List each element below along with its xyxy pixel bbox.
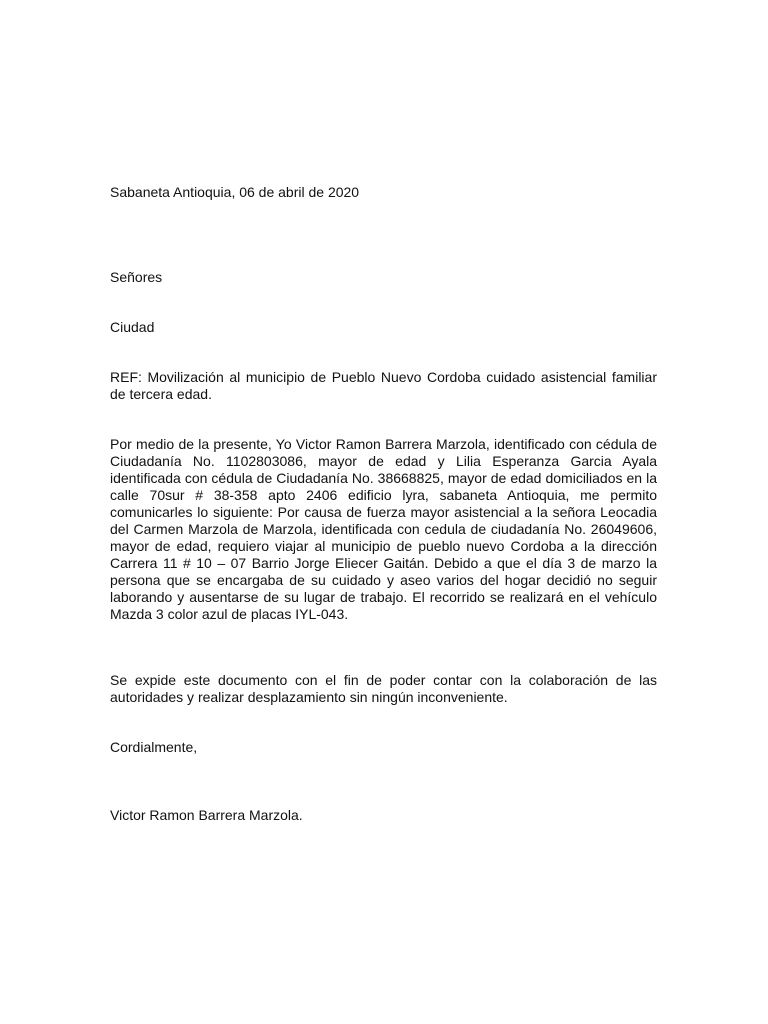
body-paragraph-2: Se expide este documento con el fin de poder contar con la colaboración de las autoridades y realizar desplazamiento sin ningún inconveniente. <box>110 672 657 705</box>
signature-name: Victor Ramon Barrera Marzola. <box>110 807 303 823</box>
city-line: Ciudad <box>110 319 155 335</box>
closing-line: Cordialmente, <box>110 739 198 755</box>
place-date-line: Sabaneta Antioquia, 06 de abril de 2020 <box>110 184 360 200</box>
body-paragraph-1: Por medio de la presente, Yo Victor Ramon Barrera Marzola, identificado con cédula de Ciudadanía No. 1102803086, mayor de edad y Lilia Esperanza Garcia Ayala identificada con cédula de Ciudadanía No. 38668825, mayor de edad domiciliados en la calle 70sur # 38-358 apto 2406 edificio lyra, sabaneta Antioquia, me permito comunicarles lo siguiente: Por causa de fuerza mayor asistencial a la señora Leocadia del Carmen Marzola de Marzola, identificada con cedula de ciudadanía No. 26049606, mayor de edad, requiero viajar al municipio de pueblo nuevo Cordoba a la dirección Carrera 11 # 10 – 07 Barrio Jorge Eliecer Gaitán. Debido a que el día 3 de marzo la persona que se encargaba de su cuidado y aseo varios del hogar decidió no seguir laborando y ausentarse de su lugar de trabajo. El recorrido se realizará en el vehículo Mazda 3 color azul de placas IYL-043. <box>110 436 657 622</box>
reference-line: REF: Movilización al municipio de Pueblo Nuevo Cordoba cuidado asistencial familiar de tercera edad. <box>110 369 657 402</box>
salutation: Señores <box>110 269 163 285</box>
